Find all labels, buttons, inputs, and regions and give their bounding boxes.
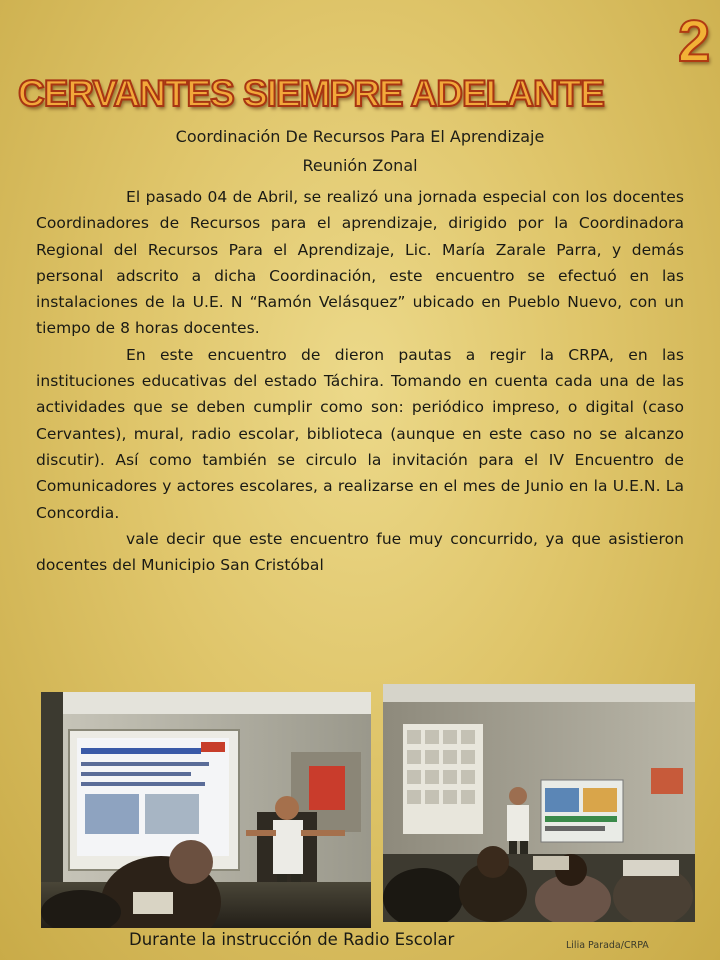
article-paragraph-1: El pasado 04 de Abril, se realizó una jornada especial con los docentes Coordinadores de Recursos para el aprendizaje, dirigido por la Coordinadora Regional del Recursos Para el Aprendizaje, Lic. María Zarale Parra, y demás personal adscrito a dicha Coordinación, este encuentro se efectuó en las instalaciones de la U.E. N “Ramón Velásquez” ubicado en Pueblo Nuevo, con un tiempo de 8 horas docentes. [36, 188, 684, 338]
article-body [36, 184, 684, 578]
photo-presenter-screen-image [41, 692, 371, 928]
photo-caption: Durante la instrucción de Radio Escolar [129, 930, 455, 949]
photo-classroom-audience [383, 684, 695, 922]
section-subtitle: Coordinación De Recursos Para El Aprendizaje [175, 127, 545, 146]
photo-classroom-audience-image [383, 684, 695, 922]
section-subheading: Reunión Zonal [302, 156, 418, 175]
photo-credit: Lilia Parada/CRPA [566, 940, 649, 951]
page-number: 2 [678, 9, 711, 74]
article-paragraph-3: vale decir que este encuentro fue muy concurrido, ya que asistieron docentes del Municipio San Cristóbal [36, 529, 684, 575]
photo-presenter-screen [41, 692, 371, 928]
article-paragraph-2: En este encuentro de dieron pautas a regir la CRPA, en las instituciones educativas del estado Táchira. Tomando en cuenta cada una de las actividades que se deben cumplir como son: periódico impreso, o digital (caso Cervantes), mural, radio escolar, biblioteca (aunque en este caso no se alcanzo discutir). Así como también se circulo la invitación para el IV Encuentro de Comunicadores y actores escolares, a realizarse en el mes de Junio en la U.E.N. La Concordia. [36, 345, 684, 522]
newsletter-title: CERVANTES SIEMPRE ADELANTE [18, 73, 604, 114]
